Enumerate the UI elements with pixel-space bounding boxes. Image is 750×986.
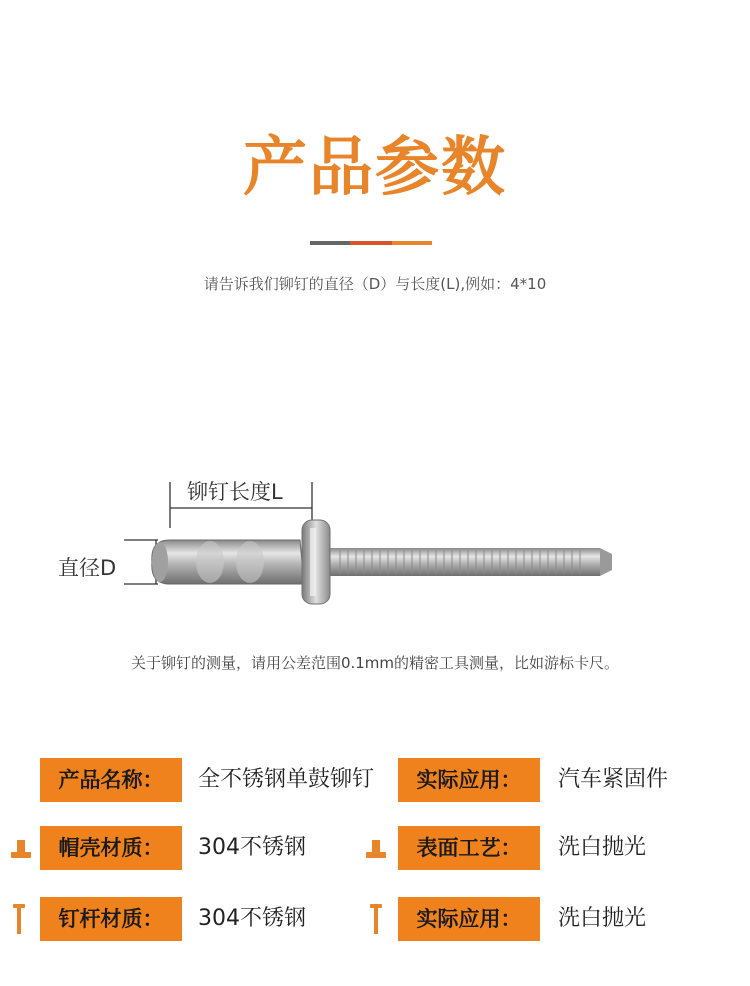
underline-red-segment bbox=[350, 241, 392, 245]
spec-value-application-2: 洗白抛光 bbox=[558, 906, 647, 931]
spec-label-surface-finish: 表面工艺： bbox=[398, 826, 540, 870]
spec-value-shank-material: 304不锈钢 bbox=[198, 906, 306, 931]
underline-gray-segment bbox=[310, 241, 350, 245]
rivet-mandrel bbox=[318, 548, 612, 576]
page-title: 产品参数 bbox=[243, 131, 507, 205]
spec-row-2 bbox=[0, 826, 750, 870]
subtitle: 请告诉我们铆钉的直径（D）与长度(L),例如：4*10 bbox=[203, 275, 547, 293]
spec-value-surface-finish: 洗白抛光 bbox=[558, 835, 647, 860]
rivet-illustration bbox=[0, 460, 750, 620]
spec-label-shank-material: 钉杆材质： bbox=[40, 897, 182, 941]
spec-label-application: 实际应用： bbox=[398, 758, 540, 802]
spec-row-3 bbox=[0, 897, 750, 941]
rivet-body bbox=[152, 540, 304, 584]
rivet-shank-icon bbox=[369, 903, 383, 935]
rivet-shank-icon bbox=[12, 903, 26, 935]
spec-label-product-name: 产品名称： bbox=[40, 758, 182, 802]
length-label: 铆钉长度L bbox=[187, 480, 283, 504]
rivet-head bbox=[302, 520, 330, 604]
rivet-head-icon bbox=[10, 838, 32, 860]
rivet-head-icon bbox=[365, 838, 387, 860]
spec-value-application: 汽车紧固件 bbox=[558, 767, 669, 792]
measurement-note: 关于铆钉的测量，请用公差范围0.1mm的精密工具测量，比如游标卡尺。 bbox=[130, 654, 620, 672]
spec-label-application-2: 实际应用： bbox=[398, 897, 540, 941]
underline-orange-segment bbox=[392, 241, 432, 245]
spec-row-1 bbox=[0, 758, 750, 802]
spec-label-cap-material: 帽壳材质： bbox=[40, 826, 182, 870]
spec-value-cap-material: 304不锈钢 bbox=[198, 835, 306, 860]
spec-value-product-name: 全不锈钢单鼓铆钉 bbox=[198, 767, 375, 792]
diameter-label: 直径D bbox=[58, 556, 117, 580]
rivet-diagram bbox=[0, 460, 750, 620]
